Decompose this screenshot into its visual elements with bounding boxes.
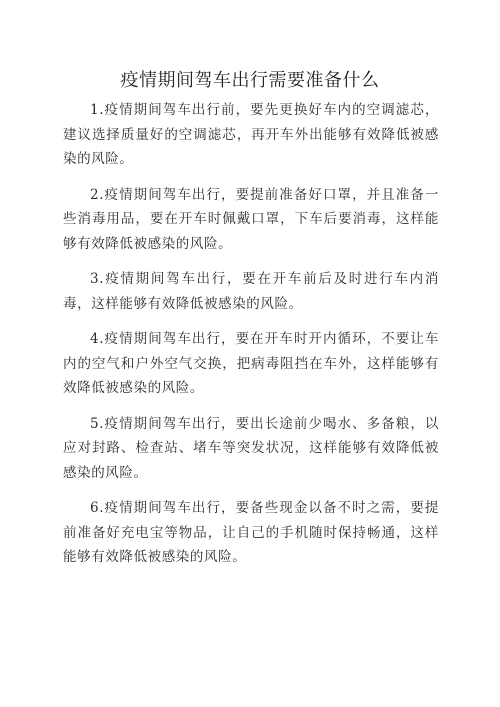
paragraph-6: 6.疫情期间驾车出行，要备些现金以备不时之需，要提前准备好充电宝等物品，让自己的手机随时保持畅通，这样能够有效降低被感染的风险。 — [63, 500, 439, 565]
paragraph-4: 4.疫情期间驾车出行，要在开车时开内循环，不要让车内的空气和户外空气交换，把病毒阻挡在车外，这样能够有效降低被感染的风险。 — [63, 331, 439, 396]
document-body — [63, 98, 439, 581]
paragraph-2: 2.疫情期间驾车出行，要提前准备好口罩，并且准备一些消毒用品，要在开车时佩戴口罩，下车后要消毒，这样能够有效降低被感染的风险。 — [63, 186, 439, 252]
paragraph-3: 3.疫情期间驾车出行，要在开车前后及时进行车内消毒，这样能够有效降低被感染的风险。 — [63, 271, 439, 312]
document-title: 疫情期间驾车出行需要准备什么 — [120, 70, 380, 91]
paragraph-1: 1.疫情期间驾车出行前，要先更换好车内的空调滤芯，建议选择质量好的空调滤芯，再开车外出能够有效降低被感染的风险。 — [63, 102, 439, 167]
paragraph-5: 5.疫情期间驾车出行，要出长途前少喝水、多备粮，以应对封路、检查站、堵车等突发状况，这样能够有效降低被感染的风险。 — [63, 415, 439, 481]
